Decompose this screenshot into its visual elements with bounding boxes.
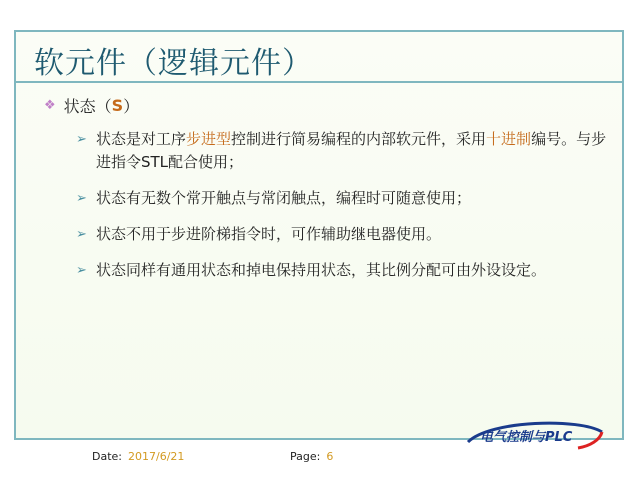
section-heading	[44, 94, 139, 117]
section-label-highlight: S	[111, 96, 124, 115]
page-number: 6	[326, 450, 334, 463]
footer-date	[92, 450, 184, 463]
title-divider	[14, 81, 624, 83]
bullet-text: 状态同样有通用状态和掉电保持用状态，其比例分配可由外设设定。	[96, 261, 547, 279]
section-label-suffix: ）	[123, 97, 140, 116]
arrow-right-icon: ➢	[76, 132, 87, 147]
logo-text: 电气控制与PLC	[480, 430, 573, 445]
list-item	[76, 128, 608, 174]
bullet-highlight: 十进制	[486, 130, 532, 148]
footer-page	[290, 450, 333, 463]
logo	[460, 418, 610, 452]
list-item	[76, 259, 608, 282]
list-item	[76, 223, 608, 246]
date-label: Date:	[92, 450, 122, 463]
arrow-right-icon: ➢	[76, 191, 87, 206]
arrow-right-icon: ➢	[76, 227, 87, 242]
bullet-text	[96, 128, 608, 174]
list-item	[76, 187, 608, 210]
bullet-text: 状态有无数个常开触点与常闭触点，编程时可随意使用；	[96, 189, 472, 207]
bullet-text-part: 编号。与步进指令STL配合使用；	[96, 130, 607, 171]
section-label-prefix: 状态（	[63, 97, 112, 116]
page-label: Page:	[290, 450, 321, 463]
bullet-list	[76, 128, 608, 295]
bullet-text-part: 控制进行简易编程的内部软元件，采用	[231, 130, 487, 148]
diamond-icon: ❖	[44, 98, 56, 113]
bullet-highlight: 步进型	[186, 130, 232, 148]
bullet-text: 状态不用于步进阶梯指令时，可作辅助继电器使用。	[96, 225, 442, 243]
slide-title: 软元件（逻辑元件）	[34, 46, 313, 81]
bullet-text-part: 状态是对工序	[96, 130, 187, 148]
arrow-right-icon: ➢	[76, 263, 87, 278]
date-value: 2017/6/21	[128, 450, 185, 463]
